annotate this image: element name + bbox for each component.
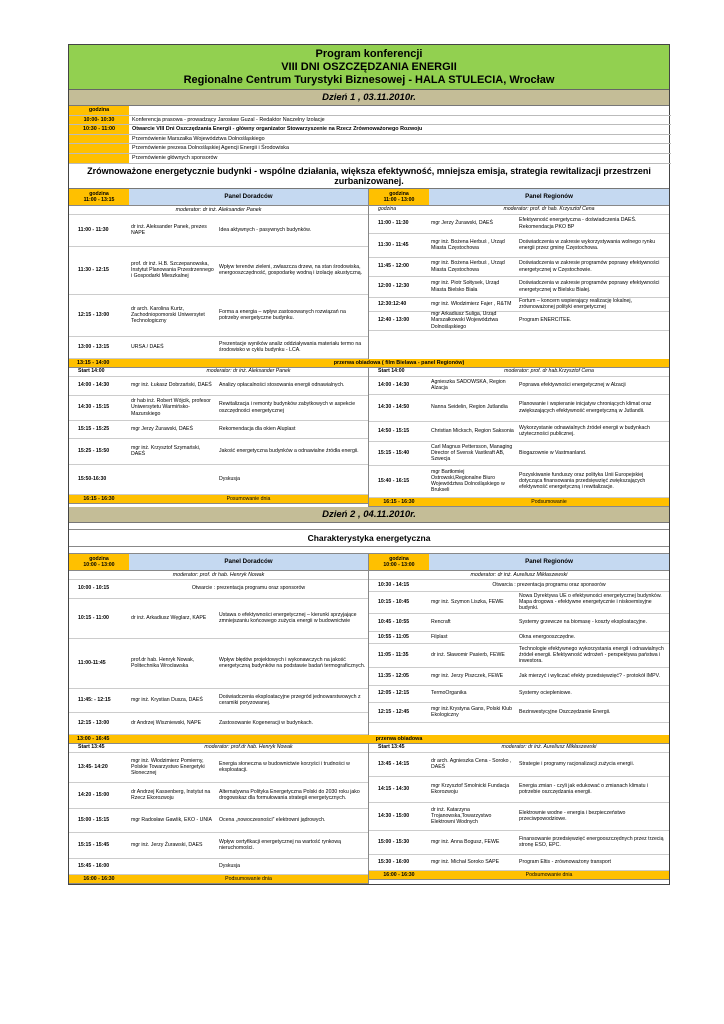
row-time: 11:45: - 12:15 bbox=[78, 696, 111, 703]
schedule-row bbox=[369, 703, 669, 723]
topic: Systemy grzewcze na biomasę - koszty eksploatacyjne. bbox=[519, 618, 648, 625]
speaker: dr inż. Arkadiusz Węglarz, KAPE bbox=[131, 614, 207, 621]
day2-right-panel bbox=[369, 554, 669, 735]
schedule-row bbox=[69, 689, 368, 713]
day2-lunch bbox=[69, 735, 669, 744]
opening-text: Przemówienie Marszałka Województwa Dolnośląskiego bbox=[129, 135, 671, 145]
schedule-row bbox=[69, 247, 368, 295]
time-head: godzina bbox=[389, 555, 409, 562]
panel-header bbox=[369, 554, 669, 571]
row-time: 12:15 - 13:00 bbox=[78, 311, 110, 318]
speaker: mgr inż. Włodzimierz Fajer , R&TM bbox=[431, 300, 512, 307]
time-range: 11:00 - 13:00 bbox=[383, 196, 415, 203]
speaker: mgr Radosław Gawlik, EKO - UNIA bbox=[131, 816, 213, 823]
row-time: 14:30 - 15:00 bbox=[378, 812, 410, 819]
row-time: 12:05 - 12:15 bbox=[378, 690, 410, 697]
panel-name: Panel Regionów bbox=[429, 554, 669, 570]
row-time: 15:15 - 15:40 bbox=[378, 449, 410, 456]
topic: Doświadczenia w zakresie programów poprawy efektywności energetycznej w Częstochowie. bbox=[519, 260, 660, 273]
day2-right-afternoon bbox=[369, 744, 669, 884]
schedule-row bbox=[369, 753, 669, 777]
row-time: 15:00 - 15:30 bbox=[378, 838, 410, 845]
row-time: 15:30 - 16:00 bbox=[378, 858, 410, 865]
session-start bbox=[69, 744, 368, 753]
day1-right-panel bbox=[369, 189, 669, 359]
schedule-row bbox=[369, 644, 669, 668]
opening-text: Otwarcie VIII Dni Oszczędzania Energii - główny organizator Stowarzyszenie na Rzecz Zrównoważonego Rozwoju bbox=[129, 125, 671, 135]
speaker: mgr inż. Krystian Dusza, DAEŚ bbox=[131, 696, 203, 703]
day1-theme: Zrównoważone energetycznie budynki - wspólne działania, większa efektywność, mniejsza emisja, strategia rewitalizacji przestrzeni zurbanizowanej. bbox=[69, 164, 669, 189]
moderator: moderator: dr inż. Aureliusz Mikłaszewski bbox=[369, 571, 669, 580]
schedule-row bbox=[369, 803, 669, 831]
row-time: 13:45 - 14:15 bbox=[378, 760, 410, 767]
topic: Elektrownie wodne - energia i bezpieczeństwo przeciwpowodziowe. bbox=[519, 809, 626, 823]
lunch-label: przerwa obiadowa ( film Bielawa - panel Regionów) bbox=[333, 359, 465, 366]
moderator: moderator: dr inż. Aureliusz Mikłaszewski bbox=[501, 744, 597, 751]
summary-label: Podsumowanie bbox=[531, 498, 567, 505]
time-head: godzina bbox=[89, 190, 109, 197]
speaker: mgr inż. Michał Soroko SAPE bbox=[431, 858, 500, 865]
speaker: mgr inż. Krzysztof Szymański, DAEŚ bbox=[131, 444, 201, 458]
schedule-row bbox=[69, 599, 368, 639]
topic: Bezinwestycyjne Oszczędzanie Energii. bbox=[519, 708, 611, 715]
conference-name: VIII DNI OSZCZĘDZANIA ENERGII bbox=[281, 61, 457, 73]
speaker: mgr inż. Piotr Sołtysek, Urząd Miasta Bielsko Biała bbox=[431, 280, 500, 293]
row-time: 15:00 - 15:15 bbox=[78, 816, 110, 823]
schedule-row bbox=[369, 298, 669, 312]
topic: Doświadczenia w zakresie programów poprawy efektywności energetycznej w Bielsku Białej. bbox=[519, 280, 660, 293]
row-time: 11:35 - 12:05 bbox=[378, 672, 409, 679]
moderator: moderator: dr inż. Aleksander Panek bbox=[69, 206, 368, 215]
summary-time: 16:15 - 16:30 bbox=[83, 495, 115, 502]
speaker: dr Andrzej Wiszniewski, NAPE bbox=[131, 719, 202, 726]
schedule-row bbox=[369, 277, 669, 298]
start-time: Start 14:00 bbox=[78, 368, 105, 375]
row-time: 12:40 - 13:00 bbox=[378, 317, 410, 324]
row-time: 11:30 - 11:45 bbox=[378, 241, 409, 248]
day1-afternoon bbox=[69, 368, 669, 507]
panel-header bbox=[369, 189, 669, 206]
schedule-row bbox=[69, 639, 368, 689]
day1-opening bbox=[69, 106, 669, 164]
panel-header bbox=[69, 189, 368, 206]
moderator: moderator: prof. dr hab. Krzysztof Cena bbox=[503, 206, 595, 213]
schedule-row bbox=[69, 809, 368, 833]
start-time: Start 14:00 bbox=[378, 368, 405, 375]
schedule-row bbox=[69, 783, 368, 809]
topic: Dyskusja bbox=[219, 862, 241, 869]
schedule-row bbox=[369, 377, 669, 395]
row-time: 10:15 - 11:00 bbox=[78, 614, 109, 621]
topic: Planowanie i wspieranie inicjatyw chroniących klimat oraz zwiększających efektywność energetyczną w Jutlandii. bbox=[519, 401, 652, 414]
schedule-row bbox=[369, 580, 669, 592]
summary-row bbox=[69, 875, 368, 884]
speaker: Filplast bbox=[431, 633, 448, 640]
panel-time bbox=[369, 189, 429, 205]
row-time: 13:00 - 13:15 bbox=[78, 343, 110, 350]
header bbox=[69, 45, 669, 90]
day2-left-afternoon bbox=[69, 744, 369, 884]
moderator: moderator: prof.dr hab. Henryk Nowak bbox=[204, 744, 293, 751]
row-time: 14:50 - 15:15 bbox=[378, 427, 410, 434]
row-time: 11:05 - 11:35 bbox=[378, 651, 409, 658]
speaker: dr hab inż. Robert Wójcik, profesor Uniwersytetu Warmińsko-Mazurskiego bbox=[131, 398, 211, 417]
summary-row bbox=[369, 871, 669, 880]
topic: Program Eltis - zrównoważony transport bbox=[519, 858, 611, 865]
topic: Pozyskiwanie funduszy oraz polityka Unii Europejskiej dotycząca finansowania przedsięwzięć zwiększających efektywność energetyczną i rewitalizacje. bbox=[519, 471, 646, 491]
session-start bbox=[369, 206, 669, 215]
opening-time bbox=[69, 144, 129, 154]
row-time: 14:30 - 15:15 bbox=[78, 404, 110, 411]
topic: Wpływ certyfikacji energetycznej na wartość rynkową nieruchomości. bbox=[219, 838, 341, 852]
topic: Biogazownie w Vastmanland. bbox=[519, 449, 587, 456]
schedule-row bbox=[369, 777, 669, 803]
speaker: mgr inż. Bożena Herbuś , Urząd Miasta Częstochowa bbox=[431, 260, 505, 273]
speaker: TermoOrganika bbox=[431, 690, 467, 697]
panel-time bbox=[69, 554, 129, 570]
panel-name: Panel Doradców bbox=[129, 554, 368, 570]
opening-text: Przemówienie prezesa Dolnośląskiej Agencji Energii i Środowiska bbox=[129, 144, 671, 154]
summary-row bbox=[69, 495, 368, 504]
speaker: dr arch. Agnieszka Cena - Soroko , DAEŚ bbox=[431, 757, 512, 771]
topic: Wpływ błędów projektowych i wykonawczych na jakość energetyczną budynków na podstawie badań termograficznych. bbox=[219, 656, 366, 670]
topic: Okna energooszczędne. bbox=[519, 633, 576, 640]
topic: Idea aktywnych - pasywnych budynków. bbox=[219, 226, 311, 233]
schedule-row bbox=[369, 258, 669, 277]
row-time: 11:30 - 12:15 bbox=[78, 266, 109, 273]
topic: Strategie i programy racjonalizacji zużycia energii. bbox=[519, 760, 635, 767]
speaker: dr inż. Katarzyna Trojanowska,Towarzystwo Elektrowni Wodnych bbox=[431, 806, 492, 826]
schedule-row bbox=[69, 377, 368, 396]
topic: Rekomendacja dla okien Aluplast bbox=[219, 425, 296, 432]
topic: Dyskusja bbox=[219, 475, 241, 482]
lunch-label: przerwa obiadowa bbox=[375, 735, 423, 742]
opening-time bbox=[69, 135, 129, 145]
speaker: URSA / DAEŚ bbox=[131, 343, 164, 350]
row-time: 15:25 - 15:50 bbox=[78, 447, 110, 454]
speaker: Christian Micksch, Region Saksonia bbox=[431, 427, 514, 434]
schedule-row bbox=[69, 753, 368, 783]
day2-label: Dzień 2 , 04.11.2010r. bbox=[69, 507, 669, 523]
speaker: mgr Jerzy Żurawski, DAEŚ bbox=[431, 220, 493, 227]
day1-panels bbox=[69, 189, 669, 359]
speaker: mgr Krzysztof Smolnicki Fundacja Ekorozwoju bbox=[431, 782, 510, 796]
row-time: 11:45 - 12:00 bbox=[378, 263, 409, 270]
row-time: 14:20 - 15:00 bbox=[78, 791, 110, 798]
speaker: prof. dr inż. H.B. Szczepanowska, Instytut Planowania Przestrzennego i Gospodarki Mieszkalnej bbox=[131, 260, 214, 280]
topic: Wykorzystanie odnawialnych źródeł energii w budynkach użyteczności publicznej. bbox=[519, 424, 650, 438]
speaker: Nanna Seidelin, Region Jutlandia bbox=[431, 404, 508, 411]
topic: Jakość energetyczna budynków a odnawialne źródła energii. bbox=[219, 447, 359, 454]
speaker: mgr inż. Szymon Liszka, FEWE bbox=[431, 598, 504, 605]
panel-name: Panel Doradców bbox=[129, 189, 368, 205]
speaker: mgr inż. Anna Bogusz, FEWE bbox=[431, 838, 500, 845]
topic: Forma a energia – wpływ zastosowanych rozwiązań na potrzeby energetyczne budynku. bbox=[219, 308, 346, 322]
opening-time: 10:00- 10:30 bbox=[69, 116, 129, 126]
speaker: dr Andrzej Kassenberg, Instytut na Rzecz Ekorozwoju bbox=[131, 788, 211, 802]
topic: Nowa Dyrektywa UE o efektywności energetycznej budynków. Mapa drogowa - efektywne energetycznie i niskoemisyjne budynki. bbox=[519, 592, 662, 612]
day1-lunch bbox=[69, 359, 669, 368]
row-time: 14:00 - 14:30 bbox=[378, 381, 410, 388]
row-time: 13:45- 14:20 bbox=[78, 763, 108, 770]
row-time: 10:15 - 10:45 bbox=[378, 598, 410, 605]
schedule-row bbox=[369, 686, 669, 703]
topic: Fortum – koncern wspierający realizację lokalnej, zrównoważonej polityki energetycznej bbox=[519, 297, 633, 311]
row-time: 14:15 - 14:30 bbox=[378, 785, 410, 792]
row-time: 15:50-16:30 bbox=[78, 475, 107, 482]
day2-theme: Charakterystyka energetyczna bbox=[69, 530, 669, 547]
row-time: 10:30 - 14:15 bbox=[378, 581, 410, 588]
row-time: 11:00 - 11:30 bbox=[378, 220, 409, 227]
topic: Ustawa o efektywności energetycznej – kierunki sprzyjające zmniejszaniu końcowego zużycia energii w budownictwie bbox=[219, 611, 357, 625]
topic: Rewitalizacja i remonty budynków zabytkowych w aspekcie oszczędności energetycznej bbox=[219, 401, 356, 414]
schedule-row bbox=[369, 466, 669, 498]
summary-label: Posumowanie dnia bbox=[226, 495, 271, 502]
topic: Doświadczenia w zakresie wykorzystywania wolnego rynku energii przez gminę Częstochowa. bbox=[519, 238, 656, 252]
row-time: 15:45 - 16:00 bbox=[78, 862, 110, 869]
summary-time: 16:00 - 16:30 bbox=[383, 871, 415, 878]
schedule-row bbox=[69, 396, 368, 421]
day1-left-afternoon bbox=[69, 368, 369, 507]
row-time: 12:15 - 13:00 bbox=[78, 719, 110, 726]
speaker: mgr Jerzy Żurawski, DAEŚ bbox=[131, 425, 193, 432]
opening-text bbox=[129, 106, 671, 116]
summary-time: 16:15 - 16:30 bbox=[383, 498, 415, 505]
speaker: mgr inż. Włodzimierz Pomierny, Polskie Towarzystwo Energetyki Słonecznej bbox=[131, 757, 205, 777]
session-start bbox=[369, 368, 669, 377]
session-start bbox=[369, 744, 669, 753]
schedule-row bbox=[369, 234, 669, 258]
opening-note: Otwarcie : prezentacja programu oraz sponsorów bbox=[191, 585, 306, 592]
schedule-row bbox=[69, 439, 368, 465]
opening-text: Konferencja prasowa - prowadzący Jarosław Guzal - Redaktor Naczelny Izolacje bbox=[129, 116, 671, 126]
speaker: mgr inż.Krystyna Gans, Polski Klub Ekologiczny bbox=[431, 705, 513, 719]
speaker: prof.dr hab. Henryk Nowak, Politechnika Wrocławska bbox=[131, 656, 195, 670]
topic: Prezentacje wyników analiz oddziaływania materiału termo na środowisko w cyklu budynku - LCA. bbox=[219, 340, 362, 354]
schedule-row bbox=[69, 713, 368, 735]
speaker: Rencraft bbox=[431, 618, 451, 625]
lunch-time: 13:00 - 16:45 bbox=[77, 735, 110, 742]
day2-afternoon bbox=[69, 744, 669, 884]
time-head: godzina bbox=[389, 190, 409, 197]
row-time: 12:15 - 12:45 bbox=[378, 708, 410, 715]
topic: Ocena „nowoczesności” elektrowni jądrowych. bbox=[219, 816, 326, 823]
spacer bbox=[69, 547, 669, 554]
schedule-row bbox=[369, 831, 669, 855]
speaker: Agnieszka SADOWSKA, Region Alzacja bbox=[431, 378, 506, 392]
row-time: 15:15 - 15:45 bbox=[78, 841, 110, 848]
schedule-row bbox=[369, 668, 669, 686]
row-time: 15:15 - 15:25 bbox=[78, 425, 110, 432]
schedule-row bbox=[369, 855, 669, 871]
time-head: godzina bbox=[89, 555, 109, 562]
lunch-time: 13:15 - 14:00 bbox=[77, 359, 110, 366]
topic: Analizy opłacalności stosowania energii odnawialnych. bbox=[219, 382, 345, 389]
day1-left-panel bbox=[69, 189, 369, 359]
row-time: 10:55 - 11:05 bbox=[378, 633, 409, 640]
panel-time bbox=[369, 554, 429, 570]
schedule-row bbox=[369, 614, 669, 632]
topic: Efektywność energetyczna - doświadczenia DAEŚ. Rekomendacja PKO BP bbox=[519, 217, 637, 230]
topic: Alternatywna Polityka Energetyczna Polski do 2030 roku jako drogowskaz dla formułowania strategii energetycznych. bbox=[219, 788, 360, 802]
schedule-row bbox=[69, 465, 368, 495]
opening-time bbox=[69, 154, 129, 164]
topic: Wpływ terenów zieleni, zwłaszcza drzew, na stan środowiska, energooszczędność, gospodarkę wodną i izolację akustyczną. bbox=[219, 263, 363, 277]
program-document bbox=[68, 44, 670, 885]
spacer bbox=[69, 523, 669, 530]
schedule-row bbox=[369, 312, 669, 331]
speaker: dr inż. Aleksander Panek, prezes NAPE bbox=[131, 223, 207, 237]
speaker: mgr inż. Łukasz Dobrzański, DAEŚ bbox=[131, 382, 212, 389]
topic: Finansowanie przedsięwzięć energooszczędnych przez trzecią stronę ESO, EPC. bbox=[519, 835, 664, 849]
row-time: 12:00 - 12:30 bbox=[378, 283, 410, 290]
summary-time: 16:00 - 16:30 bbox=[83, 875, 115, 882]
schedule-row bbox=[69, 421, 368, 439]
topic: Systemy ociepleniowe. bbox=[519, 690, 572, 697]
start-time: Start 13:45 bbox=[78, 744, 105, 751]
schedule-row bbox=[369, 442, 669, 466]
moderator: moderator: dr inż. Aleksander Panek bbox=[206, 368, 291, 375]
speaker: dr inż. Sławomir Pasierb, FEWE bbox=[431, 651, 505, 658]
opening-time: 10:30 - 11:00 bbox=[69, 125, 129, 135]
schedule-row bbox=[69, 295, 368, 337]
topic: Technologie efektywnego wykorzystania energii i odnawialnych źródeł energii. Efektywność wdrożeń - perspektywa państwa i inwestora. bbox=[519, 645, 664, 665]
opening-text: Przemówienie głównych sponsorów bbox=[129, 154, 671, 164]
row-time: 10:45 - 10:55 bbox=[378, 618, 410, 625]
schedule-row bbox=[369, 395, 669, 422]
speaker: dr arch. Karolina Kurtz, Zachodniopomorski Uniwersytet Technologiczny bbox=[131, 305, 205, 325]
time-range: 10:00 - 13:00 bbox=[83, 561, 115, 568]
time-range: 10:00 - 13:00 bbox=[383, 561, 415, 568]
day1-right-afternoon bbox=[369, 368, 669, 507]
opening-time: godzina bbox=[69, 106, 129, 116]
speaker: mgr inż. Jerzy Piszczek, FEWE bbox=[431, 672, 504, 679]
day2-left-panel bbox=[69, 554, 369, 735]
topic: Zastosowanie Kogeneracji w budynkach. bbox=[219, 719, 314, 726]
row-time: 14:00 - 14:30 bbox=[78, 382, 110, 389]
opening-note: Otwarcia : prezentacja programu oraz sponsorów bbox=[492, 581, 606, 588]
row-time: 11:00 - 11:30 bbox=[78, 226, 109, 233]
row-time: 11:00-11:45 bbox=[78, 659, 106, 666]
speaker: mgr Arkadiusz Suliga, Urząd Marszałkowski Województwa Dolnośląskiego bbox=[431, 311, 499, 330]
day2-panels bbox=[69, 554, 669, 735]
opening-grid bbox=[69, 106, 669, 164]
speaker: Carl Magnus Pettersson, Managing Director of Svensk Vaxtkraft AB, Szwecja bbox=[431, 443, 513, 463]
topic: Poprawa efektywności energetycznej w Alzacji bbox=[519, 381, 626, 388]
summary-row bbox=[369, 498, 669, 507]
panel-time bbox=[69, 189, 129, 205]
schedule-row bbox=[69, 859, 368, 875]
venue: Regionalne Centrum Turystyki Biznesowej - HALA STULECIA, Wrocław bbox=[183, 74, 555, 86]
schedule-row bbox=[369, 632, 669, 644]
schedule-row bbox=[69, 337, 368, 359]
page-title: Program konferencji bbox=[315, 48, 423, 60]
topic: Program ENERCITEE. bbox=[519, 317, 572, 324]
schedule-row bbox=[369, 592, 669, 614]
day1-label: Dzień 1 , 03.11.2010r. bbox=[69, 90, 669, 106]
summary-label: Podsumowanie dnia bbox=[525, 871, 573, 878]
speaker: mgr inż. Jerzy Żurawski, DAES bbox=[131, 841, 203, 848]
moderator: moderator: prof. dr hab.Krzysztof Cena bbox=[504, 368, 594, 375]
start-time: Start 13:45 bbox=[378, 744, 405, 751]
schedule-row bbox=[69, 580, 368, 599]
row-time: 14:30 - 14:50 bbox=[378, 404, 410, 411]
row-time: 10:00 - 10:15 bbox=[78, 585, 110, 592]
schedule-row bbox=[369, 422, 669, 442]
schedule-row bbox=[69, 215, 368, 247]
schedule-row bbox=[69, 833, 368, 859]
panel-header bbox=[69, 554, 368, 571]
row-time: 12:30:12:40 bbox=[378, 300, 407, 307]
speaker: mgr inż. Bożena Herbuś , Urząd Miasta Częstochowa bbox=[431, 238, 505, 252]
topic: Energia zmian - czyli jak edukować o zmianach klimatu i potrzebie oszczędzania energii. bbox=[519, 782, 649, 796]
speaker: mgr Bartłomiej Ostrowski,Regionalne Biuro Województwa Dolnośląskiego w Brukseli bbox=[431, 468, 505, 494]
moderator: moderator: prof. dr hab. Henryk Nowak bbox=[69, 571, 368, 580]
time-range: 11:00 - 13:15 bbox=[83, 196, 115, 203]
panel-name: Panel Regionów bbox=[429, 189, 669, 205]
schedule-row bbox=[369, 215, 669, 234]
topic: Energia słoneczna w budownictwie korzyści i trudności w eksploatacji. bbox=[219, 760, 350, 774]
time-label: godzina bbox=[378, 206, 397, 213]
topic: Doświadczenia eksploatacyjne przegród jednowarstwowych z ceramiki poryzowanej. bbox=[219, 693, 361, 707]
session-start bbox=[69, 368, 368, 377]
summary-label: Podsumowanie dnia bbox=[225, 875, 272, 882]
topic: Jak mierzyć i wyliczać efekty przedsięwzięć? - protokół IMPV. bbox=[519, 672, 661, 679]
row-time: 15:40 - 16:15 bbox=[378, 477, 410, 484]
